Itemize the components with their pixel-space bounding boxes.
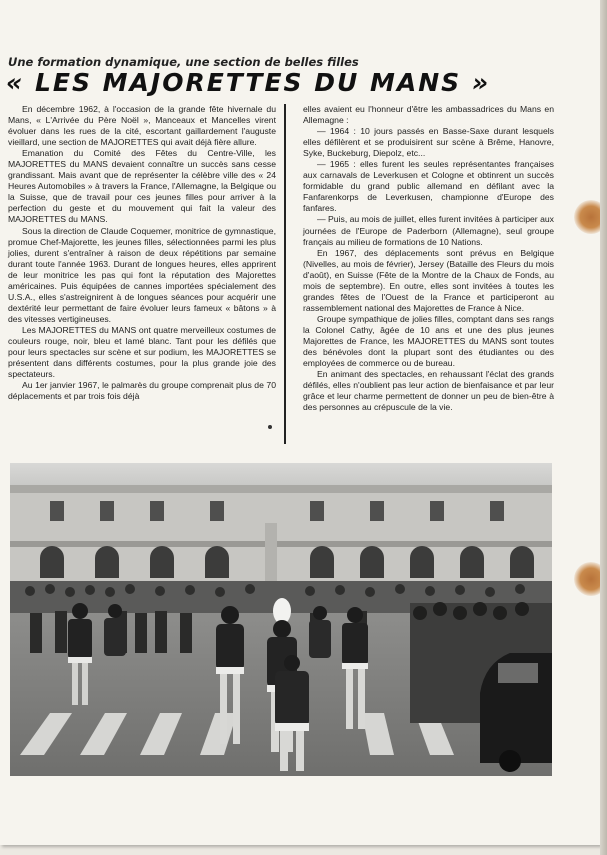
paragraph: — 1965 : elles furent les seules représentantes françaises aux carnavals de Leverkusen et Cologne et obtinrent un succès formidable du grand public allemand en défilant avec la Fanfarenkorps de Leverkusen, championne d'Europe des fanfares. xyxy=(303,159,554,214)
article-column-right xyxy=(303,104,554,413)
majorettes-parade-illustration xyxy=(10,463,552,776)
page-edge xyxy=(600,0,607,855)
paragraph: Au 1er janvier 1967, le palmarès du groupe comprenait plus de 70 déplacements et par trois fois déjà xyxy=(8,380,276,402)
paragraph: — 1964 : 10 jours passés en Basse-Saxe durant lesquels elles défilèrent et se produisirent sur scène à Brême, Hanovre, Syke, Buckeburg, Diepolz, etc... xyxy=(303,126,554,159)
parade-photo xyxy=(10,463,552,776)
article-kicker: Une formation dynamique, une section de belles filles xyxy=(8,55,359,69)
article-column-left xyxy=(8,104,276,402)
page-dot xyxy=(268,425,272,429)
paragraph: — Puis, au mois de juillet, elles furent invitées à participer aux journées de l'Europe de Paderborn (Allemagne), seul groupe français au milieu de formations de 10 Nations. xyxy=(303,214,554,247)
paragraph: En 1967, des déplacements sont prévus en Belgique (Nivelles, au mois de février), Jersey (Bataille des Fleurs du mois d'août), en Suisse (Fête de la Montre de la Chaux de Fonds, au mois de septembre). En outre, elles sont invitées à toutes les grandes fêtes de l'Ouest de la France et participeront au rassemblement national des Majorettes de France à Nice. xyxy=(303,247,554,313)
paragraph: Sous la direction de Claude Coquemer, monitrice de gymnastique, promue Chef-Majorette, les jeunes filles, sélectionnées parmi les plus jolies, durent s'entraîner à raison de deux répétitions par semaine durant toute l'année 1963. Durant de longues heures, elles apprirent de leur monitrice les pas qui font la réputation des Majorettes américaines. Puis équipées de cannes importées spécialement des U.S.A., elles s'astreignirent à de longues séances pour acquérir une dextérité leur permettant de faire évoluer leurs fameux « bâtons » à des vitesses vertigineuses. xyxy=(8,225,276,324)
paragraph: Emanation du Comité des Fêtes du Centre-Ville, les MAJORETTES du MANS devaient connaître un succès sans cesse grandissant. Mais avant que de représenter la célèbre ville des « 24 Heures Automobiles » à travers la France, l'Allemagne, la Belgique ou la Suisse, que de travail pour ces jeunes filles pour arriver à la perfection du geste et du mouvement qui fait la valeur des MAJORETTES du MANS. xyxy=(8,148,276,225)
article-title: « LES MAJORETTES DU MANS » xyxy=(6,68,491,97)
column-divider xyxy=(284,104,286,444)
paragraph: Groupe sympathique de jolies filles, comptant dans ses rangs la Colonel Cathy, âgée de 10 ans et une des plus jeunes Majorettes de France, les MAJORETTES du MANS sont toutes des bénévoles dont la plupart sont des étudiantes ou des employées de commerce ou de bureau. xyxy=(303,313,554,369)
paragraph: En animant des spectacles, en rehaussant l'éclat des grands défilés, elles n'oublient pas leur action de bienfaisance et par leur grâce et leur charme permettent de donner un peu de bien-être à des personnes au crépuscule de la vie. xyxy=(303,369,554,413)
paragraph: En décembre 1962, à l'occasion de la grande fête hivernale du Mans, « L'Arrivée du Père Noël », Manceaux et Mancelles virent évoluer dans les rues de la cité, escortant gaillardement l'auguste vieillard, une section de MAJORETTES qui avait déjà fière allure. xyxy=(8,104,276,148)
paragraph: Les MAJORETTES du MANS ont quatre merveilleux costumes de couleurs rouge, noir, bleu et lamé blanc. Tant pour les défilés que pour leurs spectacles sur scène et sur podium, les MAJORETTES se présentent dans différents costumes, pour la plus grande joie des spectateurs. xyxy=(8,324,276,380)
paragraph: elles avaient eu l'honneur d'être les ambassadrices du Mans en Allemagne : xyxy=(303,104,554,126)
